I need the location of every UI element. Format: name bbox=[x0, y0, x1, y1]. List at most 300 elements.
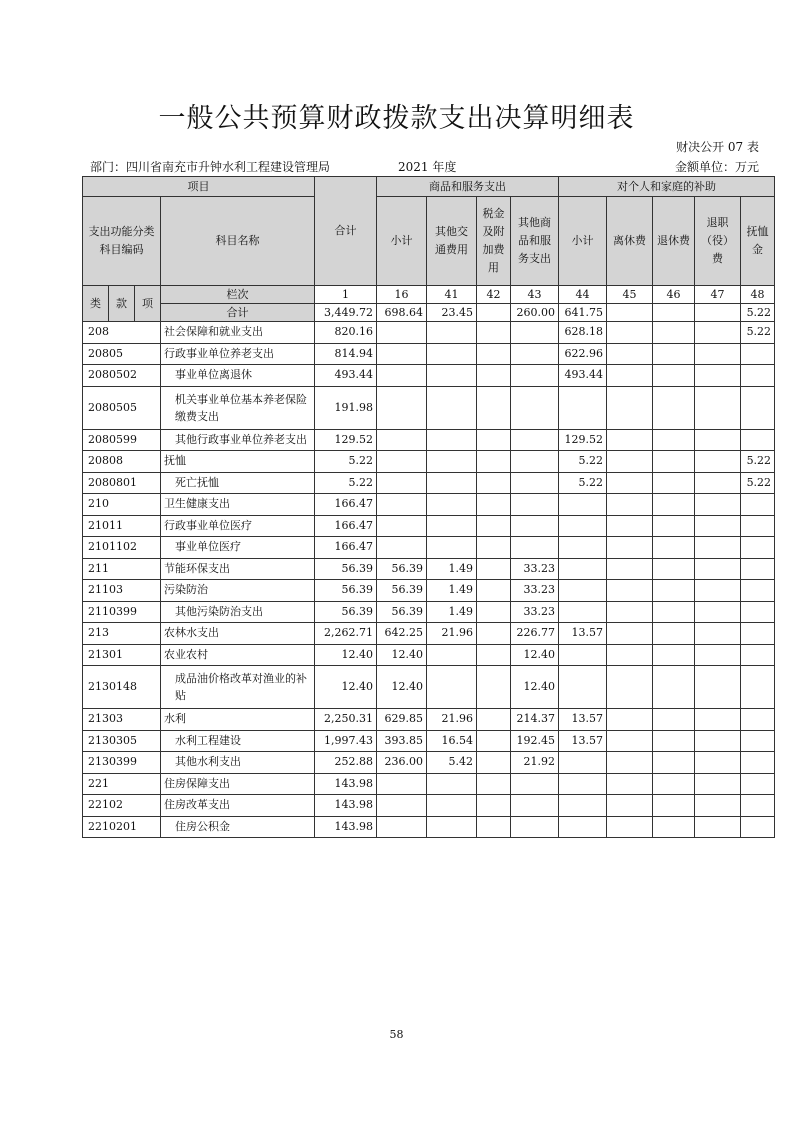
row-value bbox=[511, 386, 559, 429]
row-value bbox=[477, 558, 511, 580]
row-value bbox=[559, 558, 607, 580]
row-value bbox=[741, 644, 775, 666]
header-subject-name: 科目名称 bbox=[161, 197, 315, 286]
column-number: 43 bbox=[511, 286, 559, 304]
table-row bbox=[83, 709, 775, 731]
row-value: 21.96 bbox=[427, 623, 477, 645]
row-subject-name: 农林水支出 bbox=[161, 623, 315, 645]
row-value: 21.92 bbox=[511, 752, 559, 774]
page-title: 一般公共预算财政拨款支出决算明细表 bbox=[158, 103, 635, 134]
row-value: 56.39 bbox=[315, 580, 377, 602]
row-value bbox=[607, 365, 653, 387]
row-code: 2130305 bbox=[83, 730, 161, 752]
row-value bbox=[607, 795, 653, 817]
row-value bbox=[741, 580, 775, 602]
row-value: 166.47 bbox=[315, 515, 377, 537]
table-row bbox=[83, 666, 775, 709]
row-value bbox=[477, 709, 511, 731]
row-value: 21.96 bbox=[427, 709, 477, 731]
table-row bbox=[83, 494, 775, 516]
row-value bbox=[427, 451, 477, 473]
row-value bbox=[477, 472, 511, 494]
row-value bbox=[741, 601, 775, 623]
row-value bbox=[477, 601, 511, 623]
row-subject-name: 其他水利支出 bbox=[161, 752, 315, 774]
header-subtotal-personal: 小计 bbox=[559, 197, 607, 286]
row-value bbox=[477, 666, 511, 709]
row-value: 143.98 bbox=[315, 816, 377, 838]
row-value: 1,997.43 bbox=[315, 730, 377, 752]
row-value bbox=[653, 816, 695, 838]
row-value bbox=[427, 773, 477, 795]
sum-value bbox=[653, 304, 695, 322]
row-value: 1.49 bbox=[427, 580, 477, 602]
row-value bbox=[653, 730, 695, 752]
row-value: 5.22 bbox=[741, 472, 775, 494]
row-value: 56.39 bbox=[377, 601, 427, 623]
row-value: 2,262.71 bbox=[315, 623, 377, 645]
department-label: 部门：四川省南充市升钟水利工程建设管理局 bbox=[90, 160, 331, 174]
table-row bbox=[83, 322, 775, 344]
row-value: 143.98 bbox=[315, 795, 377, 817]
row-value bbox=[653, 558, 695, 580]
row-value bbox=[695, 537, 741, 559]
row-value bbox=[511, 773, 559, 795]
row-value bbox=[653, 386, 695, 429]
row-value bbox=[377, 451, 427, 473]
row-value bbox=[695, 773, 741, 795]
row-value: 12.40 bbox=[377, 644, 427, 666]
row-value: 5.22 bbox=[559, 472, 607, 494]
row-value: 16.54 bbox=[427, 730, 477, 752]
table-row bbox=[83, 386, 775, 429]
column-number: 44 bbox=[559, 286, 607, 304]
row-value bbox=[653, 343, 695, 365]
table-row bbox=[83, 558, 775, 580]
row-value: 13.57 bbox=[559, 730, 607, 752]
row-value bbox=[607, 472, 653, 494]
row-value: 5.22 bbox=[315, 451, 377, 473]
header-xiang: 项 bbox=[135, 286, 161, 322]
sum-label: 合计 bbox=[161, 304, 315, 322]
table-row bbox=[83, 795, 775, 817]
row-value bbox=[695, 365, 741, 387]
header-retire: 退休费 bbox=[653, 197, 695, 286]
unit-label: 金额单位：万元 bbox=[674, 160, 759, 174]
table-row bbox=[83, 816, 775, 838]
header-other-goods: 其他商品和服务支出 bbox=[511, 197, 559, 286]
row-value bbox=[607, 730, 653, 752]
row-subject-name: 成品油价格改革对渔业的补贴 bbox=[161, 666, 315, 709]
row-value bbox=[741, 515, 775, 537]
row-code: 213 bbox=[83, 623, 161, 645]
column-row-label: 栏次 bbox=[161, 286, 315, 304]
row-subject-name: 事业单位医疗 bbox=[161, 537, 315, 559]
table-row bbox=[83, 752, 775, 774]
row-value bbox=[695, 429, 741, 451]
column-number: 42 bbox=[477, 286, 511, 304]
row-value bbox=[377, 429, 427, 451]
row-value bbox=[427, 343, 477, 365]
row-value: 493.44 bbox=[315, 365, 377, 387]
row-value: 622.96 bbox=[559, 343, 607, 365]
row-value bbox=[477, 494, 511, 516]
sum-value: 5.22 bbox=[741, 304, 775, 322]
sum-value bbox=[477, 304, 511, 322]
row-value bbox=[427, 494, 477, 516]
table-row bbox=[83, 580, 775, 602]
column-number: 45 bbox=[607, 286, 653, 304]
row-value bbox=[511, 795, 559, 817]
row-subject-name: 住房改革支出 bbox=[161, 795, 315, 817]
row-value bbox=[427, 515, 477, 537]
row-value bbox=[607, 343, 653, 365]
row-value bbox=[427, 429, 477, 451]
row-value bbox=[511, 515, 559, 537]
row-value bbox=[695, 472, 741, 494]
header-retire-service: 退职（役）费 bbox=[695, 197, 741, 286]
row-value bbox=[607, 451, 653, 473]
header-total: 合计 bbox=[315, 177, 377, 286]
sum-value: 698.64 bbox=[377, 304, 427, 322]
row-code: 20808 bbox=[83, 451, 161, 473]
row-code: 2130148 bbox=[83, 666, 161, 709]
row-value: 642.25 bbox=[377, 623, 427, 645]
row-value: 56.39 bbox=[315, 601, 377, 623]
row-value bbox=[607, 623, 653, 645]
column-number: 47 bbox=[695, 286, 741, 304]
row-value bbox=[695, 752, 741, 774]
row-value bbox=[427, 365, 477, 387]
column-number: 46 bbox=[653, 286, 695, 304]
row-value bbox=[477, 386, 511, 429]
table-row bbox=[83, 773, 775, 795]
row-value bbox=[559, 580, 607, 602]
row-value bbox=[559, 494, 607, 516]
row-value bbox=[653, 515, 695, 537]
table-row bbox=[83, 451, 775, 473]
row-value bbox=[477, 537, 511, 559]
header-lei: 类 bbox=[83, 286, 109, 322]
table-row bbox=[83, 730, 775, 752]
row-value: 5.22 bbox=[315, 472, 377, 494]
row-subject-name: 机关事业单位基本养老保险缴费支出 bbox=[161, 386, 315, 429]
row-code: 2080505 bbox=[83, 386, 161, 429]
row-value: 192.45 bbox=[511, 730, 559, 752]
row-value bbox=[695, 623, 741, 645]
row-value bbox=[511, 429, 559, 451]
sum-value bbox=[607, 304, 653, 322]
sum-value: 3,449.72 bbox=[315, 304, 377, 322]
row-value bbox=[741, 709, 775, 731]
row-code: 21301 bbox=[83, 644, 161, 666]
row-value bbox=[607, 515, 653, 537]
row-value bbox=[377, 494, 427, 516]
row-value: 1.49 bbox=[427, 558, 477, 580]
row-value: 13.57 bbox=[559, 709, 607, 731]
table-row bbox=[83, 472, 775, 494]
header-func-code: 支出功能分类科目编码 bbox=[83, 197, 161, 286]
row-code: 2210201 bbox=[83, 816, 161, 838]
sum-value: 641.75 bbox=[559, 304, 607, 322]
row-subject-name: 水利 bbox=[161, 709, 315, 731]
row-subject-name: 社会保障和就业支出 bbox=[161, 322, 315, 344]
row-value bbox=[377, 773, 427, 795]
row-code: 2101102 bbox=[83, 537, 161, 559]
row-value bbox=[511, 322, 559, 344]
row-value bbox=[511, 537, 559, 559]
row-value bbox=[607, 494, 653, 516]
row-value bbox=[477, 623, 511, 645]
row-value: 226.77 bbox=[511, 623, 559, 645]
row-value bbox=[477, 515, 511, 537]
row-code: 211 bbox=[83, 558, 161, 580]
expenditure-table bbox=[82, 176, 775, 838]
sum-value: 260.00 bbox=[511, 304, 559, 322]
row-subject-name: 其他污染防治支出 bbox=[161, 601, 315, 623]
row-value bbox=[559, 386, 607, 429]
row-value bbox=[653, 451, 695, 473]
header-other-traffic: 其他交通费用 bbox=[427, 197, 477, 286]
table-row bbox=[83, 365, 775, 387]
row-value: 12.40 bbox=[315, 666, 377, 709]
year-label: 2021 年度 bbox=[398, 160, 457, 174]
row-value: 1.49 bbox=[427, 601, 477, 623]
row-value bbox=[741, 623, 775, 645]
row-value bbox=[653, 429, 695, 451]
table-row bbox=[83, 623, 775, 645]
row-subject-name: 行政事业单位养老支出 bbox=[161, 343, 315, 365]
row-value bbox=[427, 795, 477, 817]
row-value bbox=[477, 795, 511, 817]
row-value bbox=[653, 472, 695, 494]
row-value bbox=[607, 666, 653, 709]
row-value bbox=[511, 816, 559, 838]
column-number: 48 bbox=[741, 286, 775, 304]
row-value bbox=[695, 322, 741, 344]
row-value bbox=[741, 494, 775, 516]
row-value bbox=[695, 343, 741, 365]
row-value bbox=[559, 795, 607, 817]
row-value bbox=[695, 451, 741, 473]
row-value: 252.88 bbox=[315, 752, 377, 774]
row-value bbox=[427, 666, 477, 709]
row-value bbox=[477, 730, 511, 752]
row-value: 236.00 bbox=[377, 752, 427, 774]
row-value bbox=[477, 322, 511, 344]
row-value bbox=[653, 644, 695, 666]
table-row bbox=[83, 515, 775, 537]
row-value bbox=[377, 537, 427, 559]
header-retire-leave: 离休费 bbox=[607, 197, 653, 286]
table-row bbox=[83, 537, 775, 559]
row-value bbox=[427, 537, 477, 559]
row-value: 13.57 bbox=[559, 623, 607, 645]
column-number: 16 bbox=[377, 286, 427, 304]
row-code: 2110399 bbox=[83, 601, 161, 623]
header-pension: 抚恤金 bbox=[741, 197, 775, 286]
header-personal-family: 对个人和家庭的补助 bbox=[559, 177, 775, 197]
row-value bbox=[607, 601, 653, 623]
row-value bbox=[695, 644, 741, 666]
table-row bbox=[83, 343, 775, 365]
row-subject-name: 其他行政事业单位养老支出 bbox=[161, 429, 315, 451]
row-value bbox=[653, 623, 695, 645]
row-value bbox=[559, 773, 607, 795]
row-value: 629.85 bbox=[377, 709, 427, 731]
row-value bbox=[427, 472, 477, 494]
row-value: 33.23 bbox=[511, 601, 559, 623]
row-value bbox=[377, 343, 427, 365]
table-tag: 财决公开 07 表 bbox=[676, 140, 759, 154]
row-value bbox=[653, 537, 695, 559]
header-kuan: 款 bbox=[109, 286, 135, 322]
row-value bbox=[607, 537, 653, 559]
row-value bbox=[511, 451, 559, 473]
row-value: 129.52 bbox=[559, 429, 607, 451]
row-code: 2080502 bbox=[83, 365, 161, 387]
row-value bbox=[653, 666, 695, 709]
row-value bbox=[377, 795, 427, 817]
row-value: 628.18 bbox=[559, 322, 607, 344]
row-subject-name: 事业单位离退休 bbox=[161, 365, 315, 387]
row-value bbox=[653, 365, 695, 387]
table-row bbox=[83, 644, 775, 666]
row-value: 493.44 bbox=[559, 365, 607, 387]
row-value bbox=[607, 558, 653, 580]
row-code: 2080801 bbox=[83, 472, 161, 494]
row-value bbox=[607, 429, 653, 451]
row-value bbox=[695, 666, 741, 709]
column-number: 1 bbox=[315, 286, 377, 304]
column-number: 41 bbox=[427, 286, 477, 304]
row-value: 166.47 bbox=[315, 494, 377, 516]
row-subject-name: 住房公积金 bbox=[161, 816, 315, 838]
row-value bbox=[427, 322, 477, 344]
row-value bbox=[607, 580, 653, 602]
row-value: 143.98 bbox=[315, 773, 377, 795]
row-value bbox=[559, 537, 607, 559]
page-number: 58 bbox=[389, 1028, 404, 1041]
row-value: 33.23 bbox=[511, 580, 559, 602]
row-value: 33.23 bbox=[511, 558, 559, 580]
table-row bbox=[83, 429, 775, 451]
row-value bbox=[477, 343, 511, 365]
row-value: 214.37 bbox=[511, 709, 559, 731]
row-value bbox=[607, 386, 653, 429]
row-code: 21103 bbox=[83, 580, 161, 602]
row-value: 820.16 bbox=[315, 322, 377, 344]
row-code: 221 bbox=[83, 773, 161, 795]
row-value: 12.40 bbox=[377, 666, 427, 709]
header-tax-fees: 税金及附加费用 bbox=[477, 197, 511, 286]
row-value bbox=[741, 773, 775, 795]
row-value bbox=[477, 644, 511, 666]
row-code: 208 bbox=[83, 322, 161, 344]
row-value bbox=[741, 365, 775, 387]
header-project: 项目 bbox=[83, 177, 315, 197]
row-value bbox=[741, 816, 775, 838]
row-value bbox=[377, 816, 427, 838]
row-value bbox=[741, 558, 775, 580]
row-subject-name: 水利工程建设 bbox=[161, 730, 315, 752]
row-value bbox=[695, 709, 741, 731]
row-value bbox=[741, 386, 775, 429]
row-value bbox=[377, 472, 427, 494]
row-value bbox=[427, 644, 477, 666]
header-subtotal-goods: 小计 bbox=[377, 197, 427, 286]
table-row bbox=[83, 601, 775, 623]
row-value bbox=[695, 494, 741, 516]
row-code: 22102 bbox=[83, 795, 161, 817]
row-value bbox=[653, 773, 695, 795]
row-value: 5.22 bbox=[559, 451, 607, 473]
row-value: 12.40 bbox=[511, 666, 559, 709]
row-value bbox=[695, 816, 741, 838]
row-value bbox=[653, 709, 695, 731]
row-value: 5.22 bbox=[741, 451, 775, 473]
row-value bbox=[607, 709, 653, 731]
row-value: 56.39 bbox=[315, 558, 377, 580]
row-value bbox=[477, 365, 511, 387]
row-subject-name: 污染防治 bbox=[161, 580, 315, 602]
row-subject-name: 住房保障支出 bbox=[161, 773, 315, 795]
row-subject-name: 农业农村 bbox=[161, 644, 315, 666]
row-value bbox=[653, 601, 695, 623]
row-value bbox=[511, 472, 559, 494]
row-value bbox=[741, 730, 775, 752]
row-value bbox=[741, 429, 775, 451]
row-value bbox=[653, 580, 695, 602]
row-value: 191.98 bbox=[315, 386, 377, 429]
row-value bbox=[741, 666, 775, 709]
row-value bbox=[741, 752, 775, 774]
row-value: 166.47 bbox=[315, 537, 377, 559]
row-value bbox=[477, 429, 511, 451]
row-value bbox=[477, 752, 511, 774]
row-value bbox=[477, 580, 511, 602]
row-value bbox=[695, 386, 741, 429]
row-value bbox=[559, 666, 607, 709]
row-value bbox=[653, 322, 695, 344]
row-value bbox=[695, 795, 741, 817]
row-value bbox=[695, 601, 741, 623]
row-value: 5.42 bbox=[427, 752, 477, 774]
row-value bbox=[695, 730, 741, 752]
header-goods-services: 商品和服务支出 bbox=[377, 177, 559, 197]
row-subject-name: 死亡抚恤 bbox=[161, 472, 315, 494]
row-value bbox=[607, 816, 653, 838]
row-code: 2130399 bbox=[83, 752, 161, 774]
row-value bbox=[377, 515, 427, 537]
row-value bbox=[741, 343, 775, 365]
row-value bbox=[653, 752, 695, 774]
row-value bbox=[559, 515, 607, 537]
row-value: 393.85 bbox=[377, 730, 427, 752]
row-value bbox=[695, 558, 741, 580]
row-value bbox=[695, 515, 741, 537]
row-subject-name: 节能环保支出 bbox=[161, 558, 315, 580]
row-value: 129.52 bbox=[315, 429, 377, 451]
row-subject-name: 抚恤 bbox=[161, 451, 315, 473]
row-value: 12.40 bbox=[511, 644, 559, 666]
row-value: 814.94 bbox=[315, 343, 377, 365]
sum-value: 23.45 bbox=[427, 304, 477, 322]
row-value bbox=[653, 795, 695, 817]
row-code: 21303 bbox=[83, 709, 161, 731]
row-code: 21011 bbox=[83, 515, 161, 537]
row-value bbox=[559, 644, 607, 666]
